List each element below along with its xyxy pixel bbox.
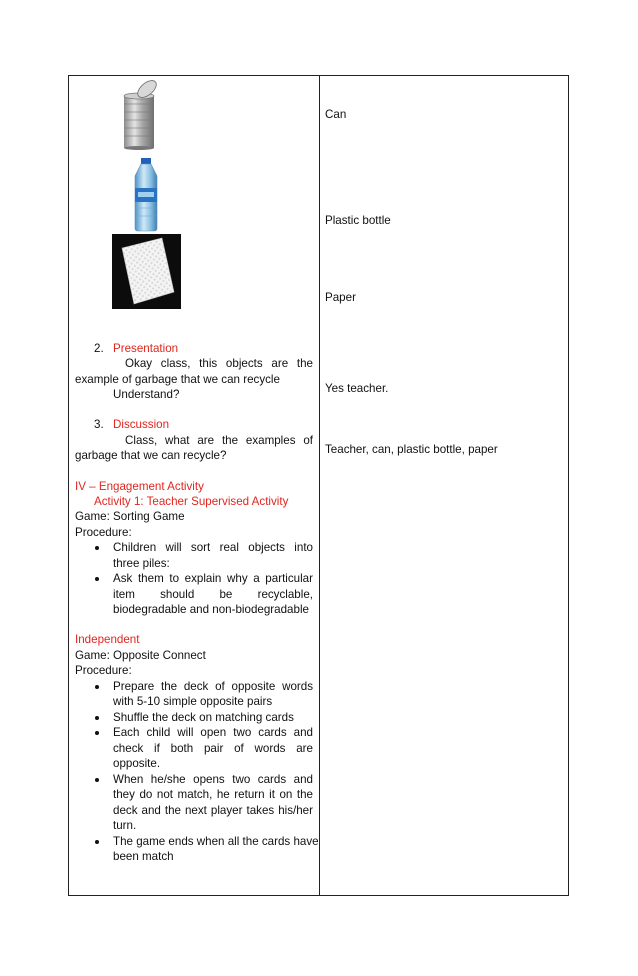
discussion-heading: Discussion (113, 418, 170, 431)
bullet-icon (95, 577, 99, 581)
paper-answer: Paper (325, 291, 356, 304)
opposite-item-1-line-1: Prepare the deck of opposite words (113, 680, 313, 693)
discussion-line-2: garbage that we can recycle? (75, 449, 227, 462)
independent-heading: Independent (75, 633, 140, 646)
presentation-number: 2. (94, 342, 104, 355)
sorting-item-2-line-2: item should be recyclable, (113, 588, 313, 601)
column-divider (319, 76, 320, 895)
bullet-icon (95, 716, 99, 720)
presentation-line-1: Okay class, this objects are the (125, 357, 313, 370)
presentation-line-2: example of garbage that we can recycle (75, 373, 280, 386)
bullet-icon (95, 731, 99, 735)
opposite-item-2-line-1: Shuffle the deck on matching cards (113, 711, 294, 724)
opposite-item-3-line-2: check if both pair of words are (113, 742, 313, 755)
opposite-item-4-line-1: When he/she opens two cards and (113, 773, 313, 786)
plastic-bottle-answer: Plastic bottle (325, 214, 391, 227)
sorting-item-1-line-2: three piles: (113, 557, 170, 570)
sorting-item-1-line-1: Children will sort real objects into (113, 541, 313, 554)
can-answer: Can (325, 108, 347, 121)
sorting-item-2-line-1: Ask them to explain why a particular (113, 572, 313, 585)
paper-icon (112, 234, 181, 309)
opposite-item-3-line-3: opposite. (113, 757, 161, 770)
opposite-item-5-line-1: The game ends when all the cards have (113, 835, 319, 848)
discussion-number: 3. (94, 418, 104, 431)
sorting-game-title: Game: Sorting Game (75, 510, 185, 523)
bullet-icon (95, 685, 99, 689)
opposite-procedure-label: Procedure: (75, 664, 132, 677)
opposite-item-4-line-4: turn. (113, 819, 137, 832)
plastic-bottle-icon (128, 158, 164, 232)
opposite-game-title: Game: Opposite Connect (75, 649, 206, 662)
opposite-item-4-line-3: deck and the next player takes his/her (113, 804, 313, 817)
opposite-item-4-line-2: they do not match, he return it on the (113, 788, 313, 801)
engagement-heading: IV – Engagement Activity (75, 480, 204, 493)
sorting-item-2-line-3: biodegradable and non-biodegradable (113, 603, 309, 616)
can-icon (118, 80, 160, 150)
examples-answer: Teacher, can, plastic bottle, paper (325, 443, 498, 456)
opposite-item-3-line-1: Each child will open two cards and (113, 726, 313, 739)
bullet-icon (95, 546, 99, 550)
discussion-line-1: Class, what are the examples of (125, 434, 313, 447)
yes-teacher-response: Yes teacher. (325, 382, 389, 395)
opposite-item-5-line-2: been match (113, 850, 174, 863)
bullet-icon (95, 778, 99, 782)
sorting-procedure-label: Procedure: (75, 526, 132, 539)
activity-heading: Activity 1: Teacher Supervised Activity (94, 495, 289, 508)
presentation-line-3: Understand? (113, 388, 180, 401)
bullet-icon (95, 840, 99, 844)
presentation-heading: Presentation (113, 342, 179, 355)
opposite-item-1-line-2: with 5-10 simple opposite pairs (113, 695, 273, 708)
